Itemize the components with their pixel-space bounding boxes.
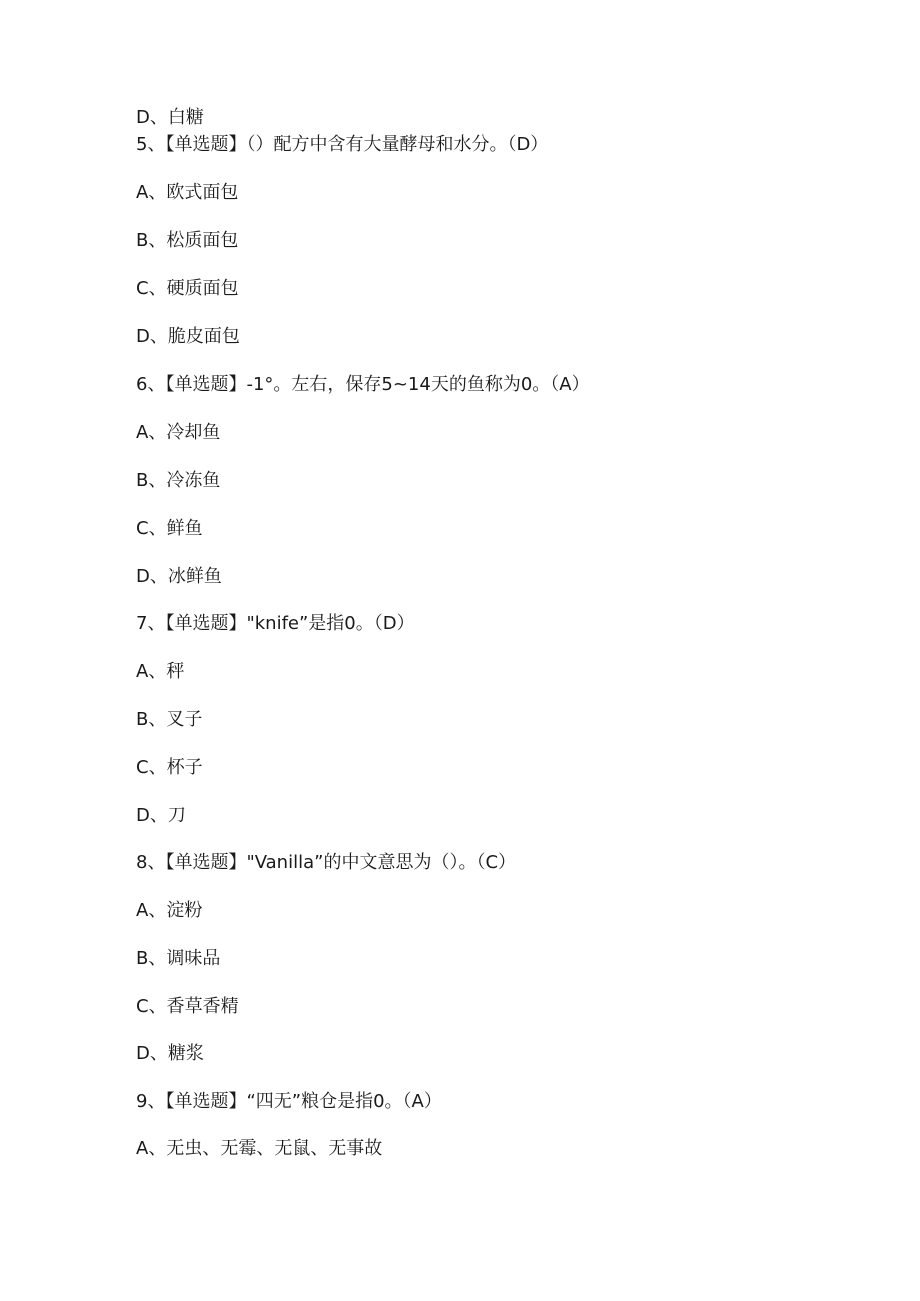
question-5-option-c: C、硬质面包 — [136, 278, 239, 299]
question-8-option-b: B、调味品 — [136, 948, 221, 969]
question-6-option-a: A、冷却鱼 — [136, 422, 221, 443]
question-9-option-a: A、无虫、无霉、无鼠、无事故 — [136, 1138, 383, 1159]
question-5-option-a: A、欧式面包 — [136, 182, 239, 203]
question-6-option-b: B、冷冻鱼 — [136, 470, 221, 491]
question-6: 6、【单选题】-1°。左右，保存5~14天的鱼称为0。（A） — [136, 374, 590, 395]
question-8-option-c: C、香草香精 — [136, 996, 239, 1017]
question-9: 9、【单选题】“四无”粮仓是指0。（A） — [136, 1091, 442, 1112]
question-7-option-c: C、杯子 — [136, 757, 203, 778]
question-7-option-a: A、秤 — [136, 661, 185, 682]
question-7: 7、【单选题】"knife”是指0。（D） — [136, 613, 415, 634]
question-5: 5、【单选题】（）配方中含有大量酵母和水分。（D） — [136, 134, 549, 155]
question-8: 8、【单选题】"Vanilla”的中文意思为（）。（C） — [136, 852, 517, 873]
question-5-option-d: D、脆皮面包 — [136, 326, 240, 347]
question-8-option-d: D、糖浆 — [136, 1043, 204, 1064]
question-6-option-d: D、冰鲜鱼 — [136, 566, 222, 587]
question-5-option-b: B、松质面包 — [136, 230, 239, 251]
question-7-option-d: D、刀 — [136, 805, 186, 826]
option-d-previous: D、白糖 — [136, 107, 204, 128]
question-8-option-a: A、淀粉 — [136, 900, 203, 921]
question-7-option-b: B、叉子 — [136, 709, 203, 730]
question-6-option-c: C、鲜鱼 — [136, 518, 203, 539]
